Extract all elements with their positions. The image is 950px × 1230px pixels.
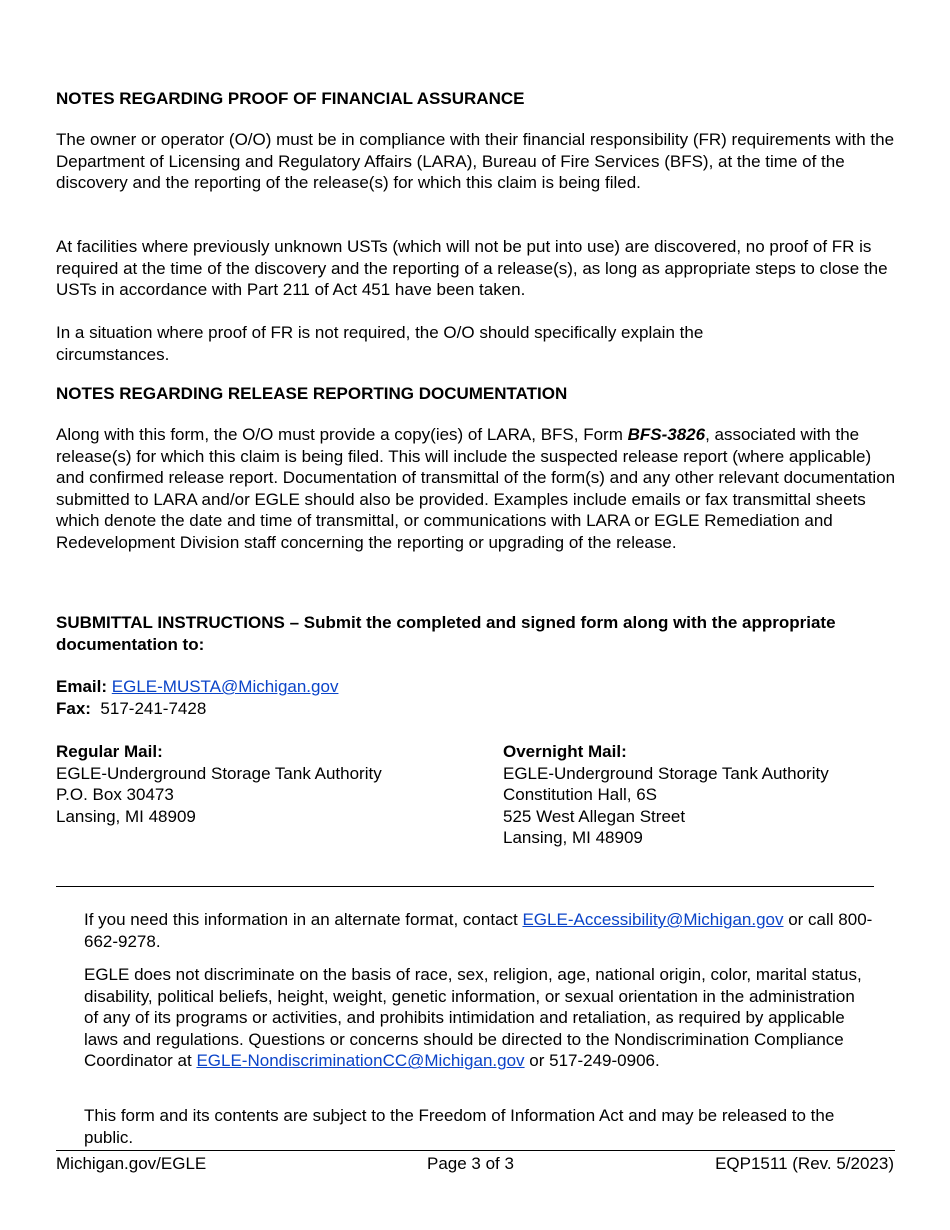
regular-mail-line-3: Lansing, MI 48909 bbox=[56, 806, 196, 826]
nondiscrimination-email-link[interactable]: EGLE-NondiscriminationCC@Michigan.gov bbox=[196, 1051, 525, 1071]
fax-label: Fax: bbox=[56, 699, 91, 718]
release-section-heading: NOTES REGARDING RELEASE REPORTING DOCUMENTATION bbox=[56, 384, 568, 403]
fr-section-heading: NOTES REGARDING PROOF OF FINANCIAL ASSURANCE bbox=[56, 89, 525, 108]
overnight-mail-line-2: Constitution Hall, 6S bbox=[503, 785, 658, 805]
overnight-mail-line-3: 525 West Allegan Street bbox=[503, 806, 686, 826]
footer-rule bbox=[56, 1150, 895, 1151]
alt-format-notice bbox=[84, 909, 884, 952]
submittal-heading: SUBMITTAL INSTRUCTIONS – Submit the completed and signed form along with the appropriate documentation to: bbox=[56, 613, 836, 654]
foia-notice: This form and its contents are subject to the Freedom of Information Act and may be released to the public. bbox=[84, 1106, 835, 1147]
footer-website: Michigan.gov/EGLE bbox=[56, 1154, 207, 1173]
nondiscrimination-text-before: EGLE does not discriminate on the basis of race, sex, religion, age, national origin, color, marital status, disability, political beliefs, height, weight, genetic information, or sexual orientation in the administration of any of its programs or activities, and prohibits intimidation and retaliation, as required by applicable laws and regulations. Questions or concerns should be directed to the Nondiscrimination Compliance Coordinator at bbox=[84, 965, 862, 1071]
nondiscrimination-text-after: or 517-249-0906. bbox=[524, 1051, 660, 1071]
email-line bbox=[56, 676, 901, 698]
overnight-mail-label: Overnight Mail: bbox=[503, 742, 627, 761]
nondiscrimination-notice bbox=[84, 964, 864, 1072]
regular-mail-line-1: EGLE-Underground Storage Tank Authority bbox=[56, 763, 382, 783]
fax-line bbox=[56, 698, 901, 720]
overnight-mail-line-4: Lansing, MI 48909 bbox=[503, 828, 643, 848]
accessibility-email-link[interactable]: EGLE-Accessibility@Michigan.gov bbox=[522, 910, 784, 929]
overnight-mail-block bbox=[503, 741, 903, 849]
form-number: BFS-3826 bbox=[627, 425, 706, 444]
alt-format-text-after: or call 800-662-9278. bbox=[84, 910, 873, 951]
section-divider bbox=[56, 886, 874, 887]
footer-page-number: Page 3 of 3 bbox=[427, 1154, 514, 1173]
fr-paragraph-3: In a situation where proof of FR is not required, the O/O should specifically explain the circumstances. bbox=[56, 323, 704, 364]
release-text-after: , associated with the release(s) for which this claim is being filed. This will include the suspected release report (where applicable) and confirmed release report. Documentation of transmittal of the form(s) and any other relevant documentation submitted to LARA and/or EGLE should also be provided. Examples include emails or fax transmittal sheets which denote the date and time of transmittal, or communications with LARA or EGLE Remediation and Redevelopment Division staff concerning the reporting or upgrading of the release. bbox=[56, 425, 896, 552]
regular-mail-label: Regular Mail: bbox=[56, 742, 163, 761]
email-label: Email: bbox=[56, 677, 108, 696]
release-paragraph bbox=[56, 424, 904, 554]
fr-paragraph-1: The owner or operator (O/O) must be in compliance with their financial responsibility (FR) requirements with the Department of Licensing and Regulatory Affairs (LARA), Bureau of Fire Services (BFS), at the time of the discovery and the reporting of the release(s) for which this claim is being filed. bbox=[56, 130, 895, 193]
release-text-before: Along with this form, the O/O must provide a copy(ies) of LARA, BFS, Form bbox=[56, 425, 628, 444]
fax-number: 517-241-7428 bbox=[100, 699, 207, 718]
regular-mail-line-2: P.O. Box 30473 bbox=[56, 785, 174, 805]
fr-paragraph-2: At facilities where previously unknown USTs (which will not be put into use) are discovered, no proof of FR is required at the time of the discovery and the reporting of a release(s), as long as appropriate steps to close the USTs in accordance with Part 211 of Act 451 have been taken. bbox=[56, 237, 888, 300]
footer-form-revision: EQP1511 (Rev. 5/2023) bbox=[715, 1154, 894, 1173]
alt-format-text-before: If you need this information in an alternate format, contact bbox=[84, 910, 523, 929]
regular-mail-block bbox=[56, 741, 476, 827]
submittal-email-link[interactable]: EGLE-MUSTA@Michigan.gov bbox=[111, 677, 339, 696]
overnight-mail-line-1: EGLE-Underground Storage Tank Authority bbox=[503, 763, 829, 783]
